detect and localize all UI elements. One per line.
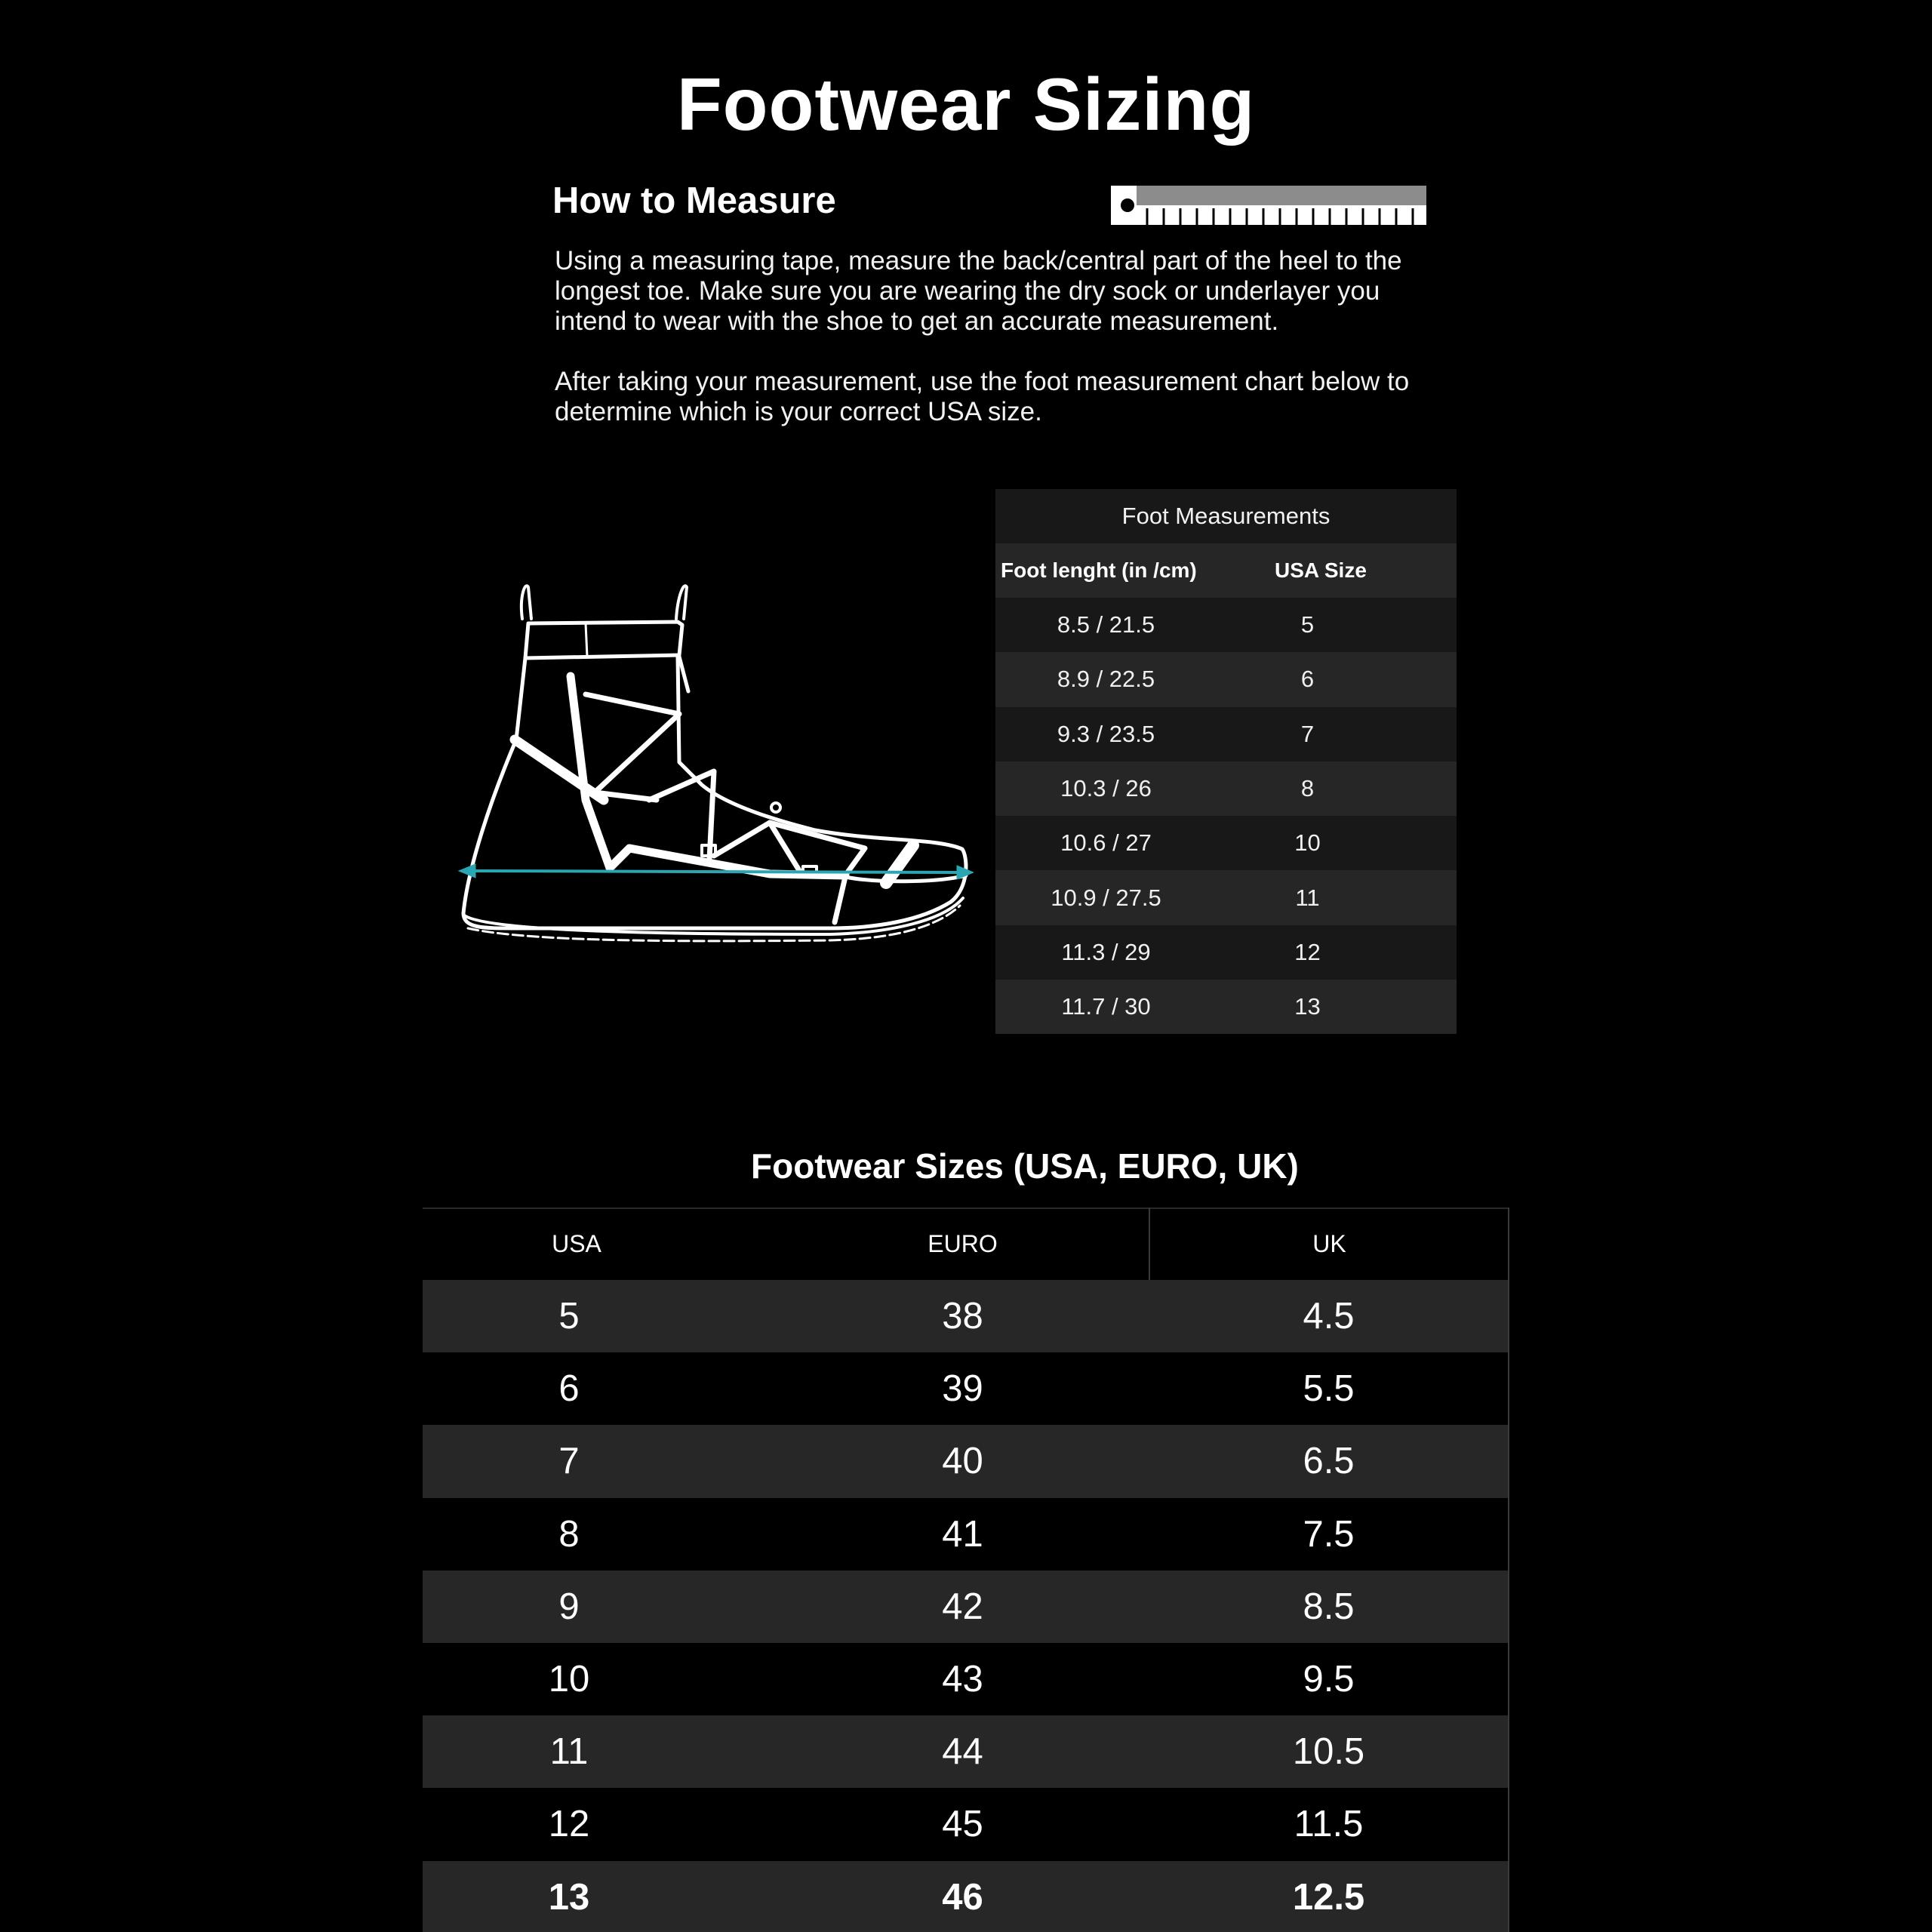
sizes-table-header <box>423 1208 1509 1280</box>
table-row <box>995 980 1457 1034</box>
table-row <box>423 1425 1509 1497</box>
euro-cell: 46 <box>942 1876 983 1918</box>
foot-measurements-caption: Foot Measurements <box>995 489 1457 543</box>
uk-cell: 10.5 <box>1292 1731 1365 1773</box>
header-usa: USA <box>552 1229 601 1257</box>
usa-cell: 13 <box>548 1876 590 1918</box>
usa-cell: 7 <box>558 1441 580 1482</box>
foot-length-cell: 9.3 / 23.5 <box>1057 720 1155 747</box>
euro-cell: 44 <box>942 1731 983 1773</box>
header-uk: UK <box>1312 1229 1346 1257</box>
euro-cell: 42 <box>942 1586 983 1627</box>
instructions-paragraph-2: After taking your measurement, use the foot measurement chart below to determine which is your correct USA size. <box>555 367 1410 426</box>
foot-measurements-header <box>995 543 1457 598</box>
usa-size-cell: 12 <box>1294 938 1321 965</box>
usa-cell: 8 <box>558 1513 580 1555</box>
table-row <box>423 1643 1509 1715</box>
usa-size-cell: 5 <box>1300 611 1315 638</box>
page-title: Footwear Sizing <box>676 63 1256 146</box>
table-row <box>423 1715 1509 1788</box>
usa-cell: 5 <box>558 1296 580 1337</box>
header-right-divider <box>1508 1208 1509 1280</box>
foot-length-cell: 10.3 / 26 <box>1060 775 1152 802</box>
header-top-divider <box>423 1208 1509 1209</box>
header-column-divider <box>1149 1208 1150 1280</box>
instructions-paragraph-1: Using a measuring tape, measure the back/central part of the heel to the longest toe. Make sure you are wearing the dry sock or underlayer you intend to wear with the shoe to get an accurate measurement. <box>555 246 1402 336</box>
euro-cell: 43 <box>942 1659 983 1700</box>
uk-cell: 9.5 <box>1303 1659 1355 1700</box>
table-row <box>423 1280 1509 1352</box>
foot-length-cell: 8.5 / 21.5 <box>1057 611 1155 638</box>
table-row <box>995 761 1457 816</box>
foot-measurements-table <box>995 489 1457 1034</box>
usa-cell: 6 <box>558 1368 580 1410</box>
uk-cell: 12.5 <box>1292 1876 1365 1918</box>
table-row <box>423 1352 1509 1425</box>
measuring-tape-icon <box>1111 186 1426 225</box>
table-row <box>995 707 1457 761</box>
table-row <box>995 925 1457 980</box>
foot-length-cell: 10.6 / 27 <box>1060 829 1152 857</box>
header-foot-length: Foot lenght (in /cm) <box>1001 558 1197 582</box>
table-row <box>423 1861 1509 1932</box>
table-row <box>423 1571 1509 1643</box>
usa-size-cell: 8 <box>1300 775 1315 802</box>
foot-length-cell: 10.9 / 27.5 <box>1051 884 1161 911</box>
header-euro: EURO <box>928 1229 998 1257</box>
table-row <box>995 598 1457 652</box>
usa-size-cell: 10 <box>1294 829 1321 857</box>
table-row <box>995 870 1457 924</box>
usa-size-cell: 7 <box>1300 720 1315 747</box>
boot-outline-icon <box>453 574 974 951</box>
table-row <box>995 816 1457 870</box>
usa-size-cell: 6 <box>1300 666 1315 693</box>
usa-cell: 12 <box>548 1804 590 1845</box>
usa-cell: 9 <box>558 1586 580 1627</box>
euro-cell: 40 <box>942 1441 983 1482</box>
how-to-measure-heading: How to Measure <box>552 180 836 221</box>
usa-size-cell: 11 <box>1295 884 1320 911</box>
usa-cell: 11 <box>549 1731 589 1773</box>
uk-cell: 5.5 <box>1303 1368 1355 1410</box>
table-row <box>423 1498 1509 1571</box>
uk-cell: 8.5 <box>1303 1586 1355 1627</box>
table-row <box>995 652 1457 706</box>
usa-cell: 10 <box>548 1659 590 1700</box>
euro-cell: 39 <box>942 1368 983 1410</box>
uk-cell: 6.5 <box>1303 1441 1355 1482</box>
sizes-table-title: Footwear Sizes (USA, EURO, UK) <box>751 1146 1299 1186</box>
uk-cell: 7.5 <box>1303 1513 1355 1555</box>
euro-cell: 38 <box>942 1296 983 1337</box>
euro-cell: 41 <box>942 1513 983 1555</box>
uk-cell: 4.5 <box>1303 1296 1355 1337</box>
footwear-sizes-table <box>423 1208 1509 1932</box>
usa-size-cell: 13 <box>1294 993 1321 1020</box>
euro-cell: 45 <box>942 1804 983 1845</box>
table-row <box>423 1788 1509 1860</box>
foot-length-cell: 8.9 / 22.5 <box>1057 666 1155 693</box>
foot-length-cell: 11.3 / 29 <box>1061 938 1151 965</box>
header-usa-size: USA Size <box>1275 558 1367 582</box>
uk-cell: 11.5 <box>1294 1804 1364 1845</box>
foot-length-cell: 11.7 / 30 <box>1061 993 1151 1020</box>
